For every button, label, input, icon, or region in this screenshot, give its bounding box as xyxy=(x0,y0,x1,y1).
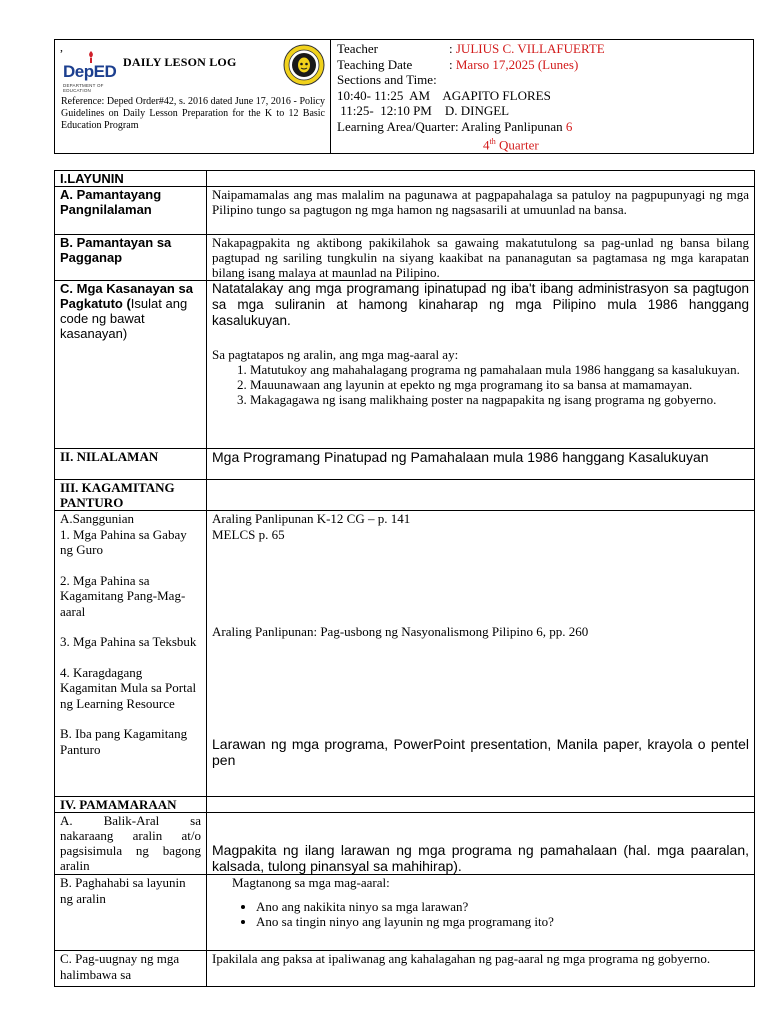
paghahabi-intro: Magtanong sa mga mag-aaral: xyxy=(232,875,390,890)
table-row xyxy=(55,797,755,813)
date-label: Teaching Date xyxy=(337,56,413,72)
row-label-kasanayan xyxy=(55,281,207,449)
table-row xyxy=(55,951,755,987)
gabay-guro-label: 1. Mga Pahina sa Gabay ng Guro xyxy=(60,526,187,557)
section-row-2: 11:25- 12:10 PM D. DINGEL xyxy=(337,103,510,118)
teacher-label: Teacher xyxy=(337,41,378,56)
header-left-panel xyxy=(55,40,331,153)
paghahabi-cell xyxy=(207,875,755,951)
row-label-pag-uugnay: C. Pag-uugnay ng mga halimbawa sa xyxy=(55,951,207,987)
iba-pang-kagamitan-text: Larawan ng mga programa, PowerPoint presentation, Manila paper, krayola o pentel pen xyxy=(212,735,749,768)
resources-values-cell xyxy=(207,511,755,797)
empty-cell xyxy=(207,171,755,187)
table-row xyxy=(55,813,755,875)
reference-note: Reference: Deped Order#42, s. 2016 dated June 17, 2016 - Policy Guidelines on Daily Lesson Preparation for the K to 12 Basic Education Program xyxy=(61,96,325,131)
section-heading-layunin: I.LAYUNIN xyxy=(55,171,207,187)
iba-pang-kagamitan-label: B. Iba pang Kagamitang Panturo xyxy=(60,726,188,757)
table-row xyxy=(55,187,755,235)
teaching-date: Marso 17,2025 (Lunes) xyxy=(455,56,579,72)
objectives-list xyxy=(212,362,749,407)
row-label-pamantayang-pangnilalaman: A. Pamantayang Pangnilalaman xyxy=(55,187,207,235)
guide-question: • Ano ang nakikita ninyo sa mga larawan? xyxy=(256,899,749,915)
table-row xyxy=(55,235,755,281)
nilalaman-text: Mga Programang Pinatupad ng Pamahalaan mula 1986 hanggang Kasalukuyan xyxy=(207,449,755,480)
row-label-pamantayan-sa-pagganap: B. Pamantayan sa Pagganap xyxy=(55,235,207,281)
quarter-suffix: th xyxy=(489,137,496,146)
table-row xyxy=(55,281,755,449)
sections-label: Sections and Time: xyxy=(337,72,437,87)
guide-question: • Ano sa tingin ninyo ang layunin ng mga programang ito? xyxy=(256,914,749,930)
deped-logo xyxy=(61,50,121,92)
lesson-log-header xyxy=(54,39,754,154)
table-row xyxy=(55,875,755,951)
section-row-1: 10:40- 11:25 AM AGAPITO FLORES xyxy=(337,87,551,103)
lesson-log-table xyxy=(54,170,755,987)
gabay-guro-text-1: Araling Panlipunan K-12 CG – p. 141 xyxy=(212,511,411,526)
grade-level: 6 xyxy=(565,118,573,134)
kasanayan-label-note: Isulat ang code ng bawat kasanayan) xyxy=(60,296,188,341)
table-row xyxy=(55,480,755,511)
objective-item: 3. Makagagawa ng isang malikhaing poster na nagpapakita ng isang programa ng gobyerno. xyxy=(250,392,749,407)
table-row xyxy=(55,171,755,187)
empty-cell xyxy=(207,480,755,511)
objective-item: 1. Matutukoy ang mahahalagang programa ng pamahalaan mula 1986 hanggang sa kasalukuyan. xyxy=(250,362,749,377)
resources-labels-cell xyxy=(55,511,207,797)
table-row xyxy=(55,511,755,797)
quarter-word: Quarter xyxy=(495,137,539,153)
teacher-name: JULIUS C. VILLAFUERTE xyxy=(455,41,605,56)
portal-label: 4. Karagdagang Kagamitan Mula sa Portal ng Learning Resource xyxy=(60,664,197,711)
row-label-balik-aral: A. Balik-Aral sa nakaraang aralin at/o pagsisimula ng bagong aralin xyxy=(55,813,207,875)
school-seal-icon xyxy=(283,44,325,86)
deped-logo-text: DepED xyxy=(63,62,117,81)
guide-questions-list xyxy=(212,899,749,930)
section-heading-nilalaman: II. NILALAMAN xyxy=(55,449,207,480)
balik-aral-text: Magpakita ng ilang larawan ng mga programa ng pamahalaan (hal. mga paaralan, kalsada, tulong pinansyal sa mahihirap). xyxy=(207,813,755,875)
section-heading-kagamitan: III. KAGAMITANG PANTURO xyxy=(55,480,207,511)
objective-item: 2. Mauunawaan ang layunin at epekto ng mga programang ito sa bansa at mamamayan. xyxy=(250,377,749,392)
kasanayan-cell xyxy=(207,281,755,449)
objectives-intro: Sa pagtatapos ng aralin, ang mga mag-aaral ay: xyxy=(212,347,459,362)
section-heading-pamamaraan: IV. PAMAMARAAN xyxy=(55,797,207,813)
quarter-number: 4 xyxy=(483,137,490,153)
teacher-colon: : xyxy=(449,41,453,56)
kagamitang-mag-aaral-label: 2. Mga Pahina sa Kagamitang Pang-Mag-aaral xyxy=(60,572,186,619)
deped-logo-subtext: DEPARTMENT OF EDUCATION xyxy=(63,83,104,93)
row-label-paghahabi: B. Paghahabi sa layunin ng aralin xyxy=(55,875,207,951)
gabay-guro-text-2: MELCS p. 65 xyxy=(212,526,285,542)
kasanayan-label-bold: C. Mga Kasanayan sa Pagkatuto ( xyxy=(60,281,193,311)
log-title: DAILY LESON LOG xyxy=(123,55,237,69)
date-colon: : xyxy=(449,56,453,72)
teacher-row xyxy=(337,41,747,57)
empty-cell xyxy=(207,797,755,813)
pamantayan-sa-pagganap-text: Nakapagpakita ng aktibong pakikilahok sa gawaing makatutulong sa pag-unlad ng bansa bilang pagtupad ng sariling tungkulin na siyang kaakibat na pananagutan sa pagtamasa ng mga karapatan bilang isang malaya at maunlad na Pilipino. xyxy=(207,235,755,281)
stray-mark: , xyxy=(60,40,63,54)
pag-uugnay-text: Ipakilala ang paksa at ipaliwanag ang kahalagahan ng pag-aaral ng mga programa ng gobyerno. xyxy=(207,951,755,987)
kasanayan-text: Natatalakay ang mga programang ipinatupad ng iba't ibang administrasyon sa pagtugon sa mga suliranin at hamong kinaharap ng mga Pilipino mula 1986 hanggang kasalukuyan. xyxy=(212,281,749,328)
teksbuk-text: Araling Panlipunan: Pag-usbong ng Nasyonalismong Pilipino 6, pp. 260 xyxy=(212,624,589,639)
header-right-panel xyxy=(331,40,753,153)
teksbuk-label: 3. Mga Pahina sa Teksbuk xyxy=(60,634,197,649)
pamantayang-pangnilalaman-text: Naipamamalas ang mas malalim na pagunawa at pagpapahalaga sa patuloy na pagpupunyagi ng mga Pilipino tungo sa pagtugon ng mga hamon ng nagsasarili at umuunlad na bansa. xyxy=(207,187,755,235)
learning-area-label: Learning Area/Quarter: Araling Panlipunan xyxy=(337,118,563,134)
date-row xyxy=(337,57,747,73)
quarter-row xyxy=(337,134,747,153)
sanggunian-label: A.Sanggunian xyxy=(60,511,135,526)
table-row xyxy=(55,449,755,480)
learning-area-row xyxy=(337,119,747,135)
